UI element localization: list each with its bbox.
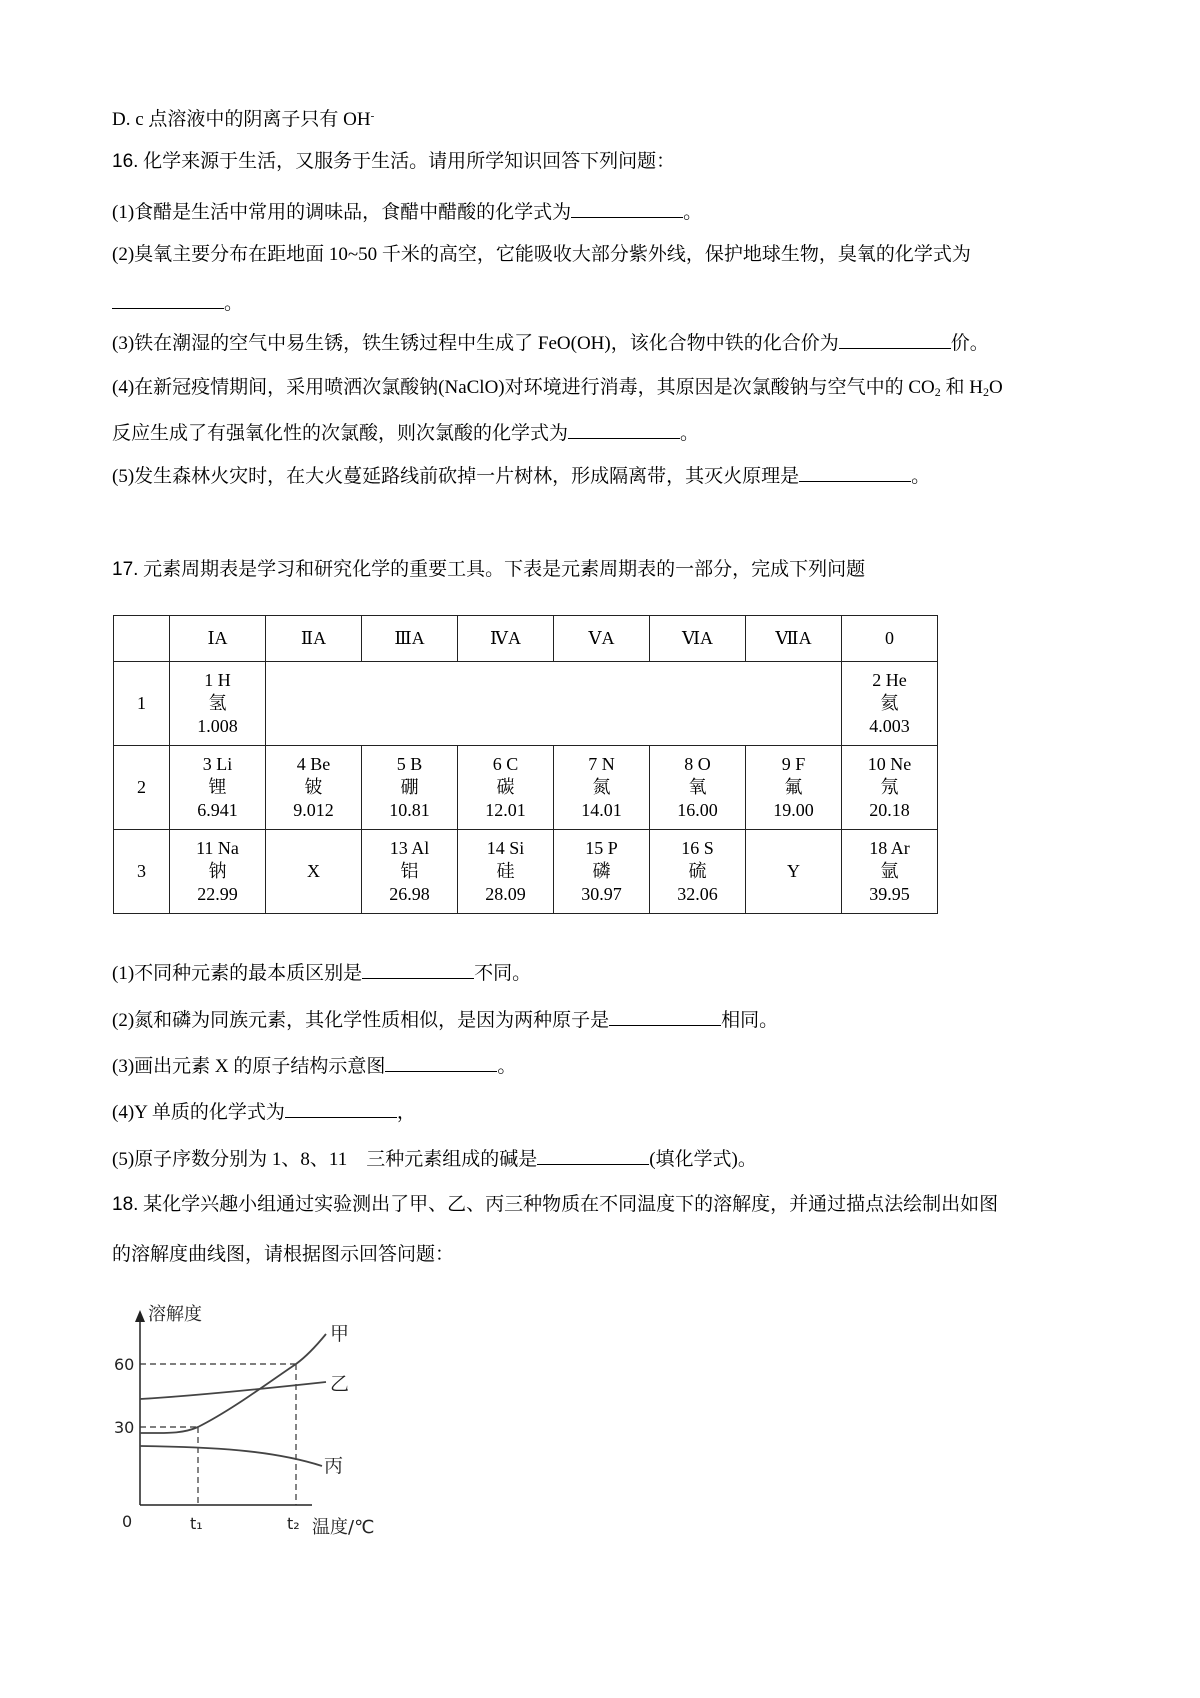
element-cell: 11 Na 钠 22.99 bbox=[170, 830, 266, 914]
answer-blank[interactable] bbox=[112, 290, 224, 309]
y-tick-60: 60 bbox=[114, 1355, 135, 1374]
element-cell: 18 Ar 氩 39.95 bbox=[842, 830, 938, 914]
element-cell: 7 N 氮 14.01 bbox=[554, 746, 650, 830]
x-tick-t1: t₁ bbox=[190, 1514, 203, 1533]
curve-jia bbox=[140, 1334, 326, 1433]
element-cell: 2 He 氦 4.003 bbox=[842, 662, 938, 746]
element-cell: 4 Be 铍 9.012 bbox=[266, 746, 362, 830]
table-row bbox=[114, 746, 938, 830]
header-cell: 0 bbox=[842, 616, 938, 662]
answer-blank[interactable] bbox=[285, 1099, 397, 1118]
curve-bing bbox=[140, 1446, 322, 1466]
legend-yi: 乙 bbox=[330, 1373, 350, 1395]
element-cell: 8 O 氧 16.00 bbox=[650, 746, 746, 830]
q17-item-1: (1)不同种元素的最本质区别是 不同。 bbox=[112, 960, 531, 986]
period-cell: 2 bbox=[114, 746, 170, 830]
q17-item-2: (2)氮和磷为同族元素，其化学性质相似，是因为两种原子是 相同。 bbox=[112, 1007, 778, 1033]
x-axis-label: 温度/℃ bbox=[312, 1517, 375, 1538]
empty-span-cell bbox=[266, 662, 842, 746]
header-cell bbox=[114, 616, 170, 662]
period-cell: 1 bbox=[114, 662, 170, 746]
answer-blank[interactable] bbox=[799, 463, 911, 482]
element-cell: 5 B 硼 10.81 bbox=[362, 746, 458, 830]
header-cell: ⅦA bbox=[746, 616, 842, 662]
header-cell: ⅥA bbox=[650, 616, 746, 662]
answer-blank[interactable] bbox=[362, 960, 474, 979]
q16-item-5: (5)发生森林火灾时，在大火蔓延路线前砍掉一片树林，形成隔离带，其灭火原理是 。 bbox=[112, 463, 930, 489]
element-cell: 14 Si 硅 28.09 bbox=[458, 830, 554, 914]
period-cell: 3 bbox=[114, 830, 170, 914]
element-cell: 3 Li 锂 6.941 bbox=[170, 746, 266, 830]
element-cell: 15 P 磷 30.97 bbox=[554, 830, 650, 914]
element-cell-x: X bbox=[266, 830, 362, 914]
x-tick-t2: t₂ bbox=[287, 1514, 300, 1533]
q16-item-2-blank: 。 bbox=[112, 290, 243, 316]
x-tick-0: 0 bbox=[122, 1512, 133, 1531]
element-cell: 1 H 氢 1.008 bbox=[170, 662, 266, 746]
answer-blank[interactable] bbox=[839, 330, 951, 349]
answer-blank[interactable] bbox=[609, 1007, 721, 1026]
table-row bbox=[114, 830, 938, 914]
q16-item-4: (4)在新冠疫情期间，采用喷洒次氯酸钠(NaClO)对环境进行消毒，其原因是次氯酸钠与空气中的 $CO_2$ 和 $H_2O$ bbox=[112, 377, 1003, 399]
element-cell-y: Y bbox=[746, 830, 842, 914]
element-cell: 16 S 硫 32.06 bbox=[650, 830, 746, 914]
table-row bbox=[114, 662, 938, 746]
q16-item-1: (1)食醋是生活中常用的调味品，食醋中醋酸的化学式为 。 bbox=[112, 199, 702, 225]
answer-blank[interactable] bbox=[571, 199, 683, 218]
table-header-row bbox=[114, 616, 938, 662]
q15-option-d: D. c 点溶液中的阴离子只有 OH- bbox=[112, 109, 375, 130]
legend-bing: 丙 bbox=[324, 1455, 344, 1477]
q18-stem-line2: 的溶解度曲线图，请根据图示回答问题： bbox=[112, 1244, 455, 1265]
q16-item-2: (2)臭氧主要分布在距地面 10~50 千米的高空，它能吸收大部分紫外线，保护地球生物，臭氧的化学式为 bbox=[112, 244, 971, 265]
q16-item-4-line2: 反应生成了有强氧化性的次氯酸，则次氯酸的化学式为 。 bbox=[112, 420, 699, 446]
q16-stem: 16. 化学来源于生活，又服务于生活。请用所学知识回答下列问题： bbox=[112, 151, 676, 172]
answer-blank[interactable] bbox=[385, 1053, 497, 1072]
legend-jia: 甲 bbox=[330, 1323, 350, 1345]
element-cell: 13 Al 铝 26.98 bbox=[362, 830, 458, 914]
q17-item-5: (5)原子序数分别为 1、8、11 三种元素组成的碱是 (填化学式)。 bbox=[112, 1146, 757, 1172]
answer-blank[interactable] bbox=[537, 1146, 649, 1165]
q18-stem-line1: 18. 某化学兴趣小组通过实验测出了甲、乙、丙三种物质在不同温度下的溶解度，并通过描点法绘制出如图 bbox=[112, 1194, 999, 1215]
header-cell: ⅢA bbox=[362, 616, 458, 662]
q17-item-3: (3)画出元素 X 的原子结构示意图 。 bbox=[112, 1053, 516, 1079]
element-cell: 9 F 氟 19.00 bbox=[746, 746, 842, 830]
curve-yi bbox=[140, 1382, 326, 1399]
answer-blank[interactable] bbox=[568, 420, 680, 439]
header-cell: ⅣA bbox=[458, 616, 554, 662]
q17-item-4: (4)Y 单质的化学式为 ， bbox=[112, 1099, 416, 1125]
solubility-chart bbox=[112, 1300, 412, 1550]
header-cell: ⅤA bbox=[554, 616, 650, 662]
y-axis-arrow-icon bbox=[135, 1310, 145, 1322]
element-cell: 6 C 碳 12.01 bbox=[458, 746, 554, 830]
y-axis-label: 溶解度 bbox=[148, 1304, 202, 1325]
header-cell: ⅡA bbox=[266, 616, 362, 662]
q17-stem: 17. 元素周期表是学习和研究化学的重要工具。下表是元素周期表的一部分，完成下列问题 bbox=[112, 559, 866, 580]
y-tick-30: 30 bbox=[114, 1418, 135, 1437]
q16-item-3: (3)铁在潮湿的空气中易生锈，铁生锈过程中生成了 FeO(OH)，该化合物中铁的化合价为 价。 bbox=[112, 330, 989, 356]
periodic-table bbox=[113, 615, 938, 914]
element-cell: 10 Ne 氖 20.18 bbox=[842, 746, 938, 830]
header-cell: ⅠA bbox=[170, 616, 266, 662]
